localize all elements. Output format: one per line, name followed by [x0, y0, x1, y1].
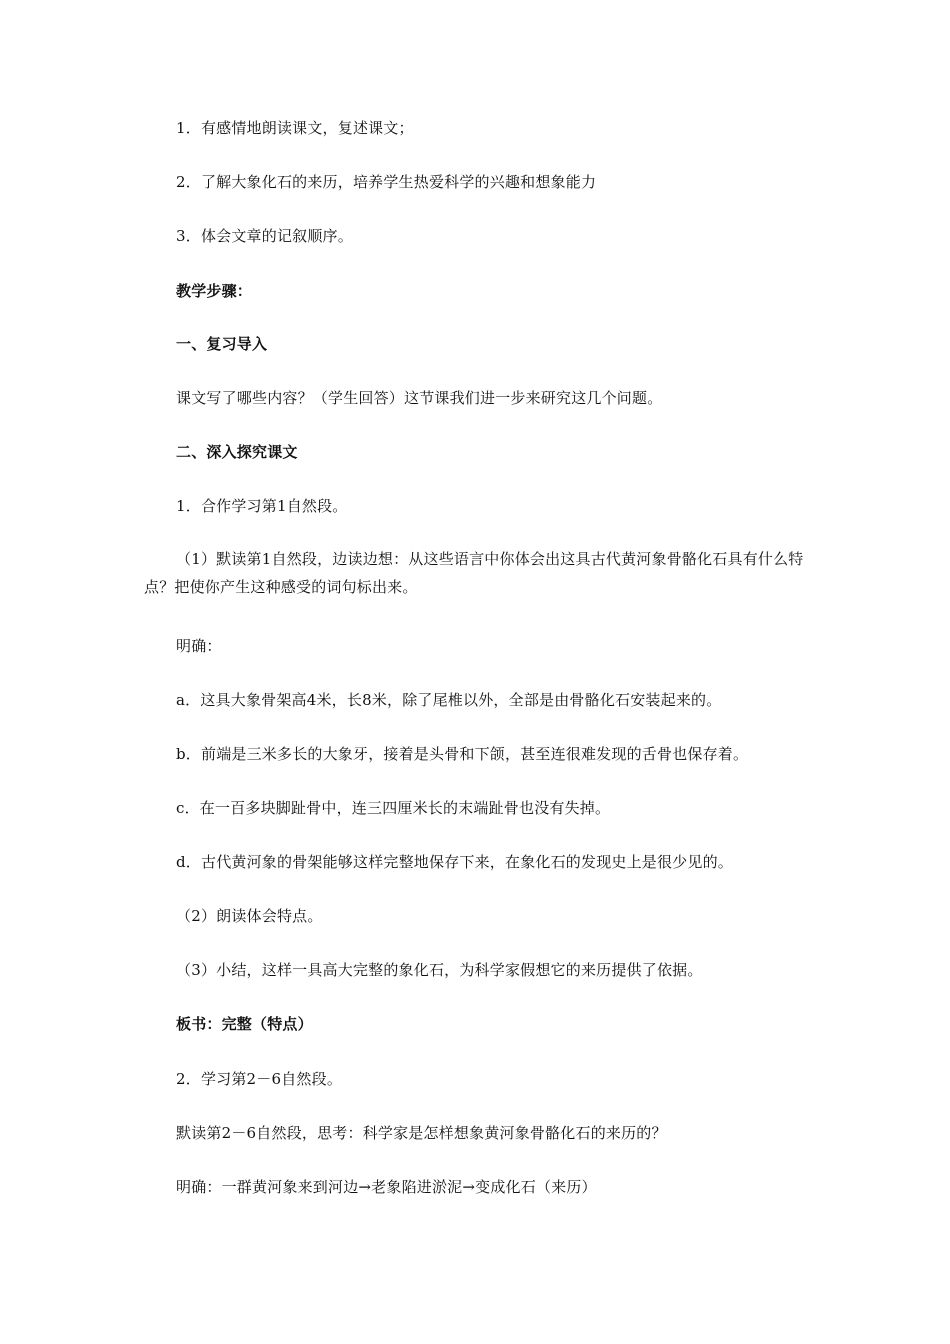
section1-text: 课文写了哪些内容？（学生回答）这节课我们进一步来研究这几个问题。: [176, 389, 663, 407]
sub3: （3）小结，这样一具高大完整的象化石，为科学家假想它的来历提供了依据。: [176, 961, 703, 979]
objective-2: 2．了解大象化石的来历，培养学生热爱科学的兴趣和想象能力: [176, 173, 597, 191]
item2-task: 默读第2－6自然段，思考：科学家是怎样想象黄河象骨骼化石的来历的？: [176, 1124, 667, 1142]
clarify-label: 明确：: [176, 637, 222, 655]
objective-3: 3．体会文章的记叙顺序。: [176, 227, 353, 245]
section2-heading: 二、深入探究课文: [176, 443, 298, 461]
item2-answer: 明确：一群黄河象来到河边→老象陷进淤泥→变成化石（来历）: [176, 1178, 597, 1196]
point-c: c．在一百多块脚趾骨中，连三四厘米长的末端趾骨也没有失掉。: [176, 799, 611, 817]
point-b: b．前端是三米多长的大象牙，接着是头骨和下颌，甚至连很难发现的舌骨也保存着。: [176, 745, 749, 763]
section1-heading: 一、复习导入: [176, 335, 268, 353]
point-a: a．这具大象骨架高4米，长8米，除了尾椎以外，全部是由骨骼化石安装起来的。: [176, 691, 722, 709]
section2-item2: 2．学习第2－6自然段。: [176, 1070, 343, 1088]
steps-heading: 教学步骤：: [176, 282, 253, 300]
section2-item1: 1．合作学习第1自然段。: [176, 497, 348, 515]
point-d: d．古代黄河象的骨架能够这样完整地保存下来，在象化石的发现史上是很少见的。: [176, 853, 734, 871]
sub2: （2）朗读体会特点。: [176, 907, 323, 925]
objective-1: 1．有感情地朗读课文，复述课文；: [176, 119, 414, 137]
board-note: 板书：完整（特点）: [176, 1015, 313, 1033]
section2-sub1-paragraph: （1）默读第1自然段，边读边想：从这些语言中你体会出这具古代黄河象骨骼化石具有什么特点？把使你产生这种感受的词句标出来。: [144, 550, 804, 596]
